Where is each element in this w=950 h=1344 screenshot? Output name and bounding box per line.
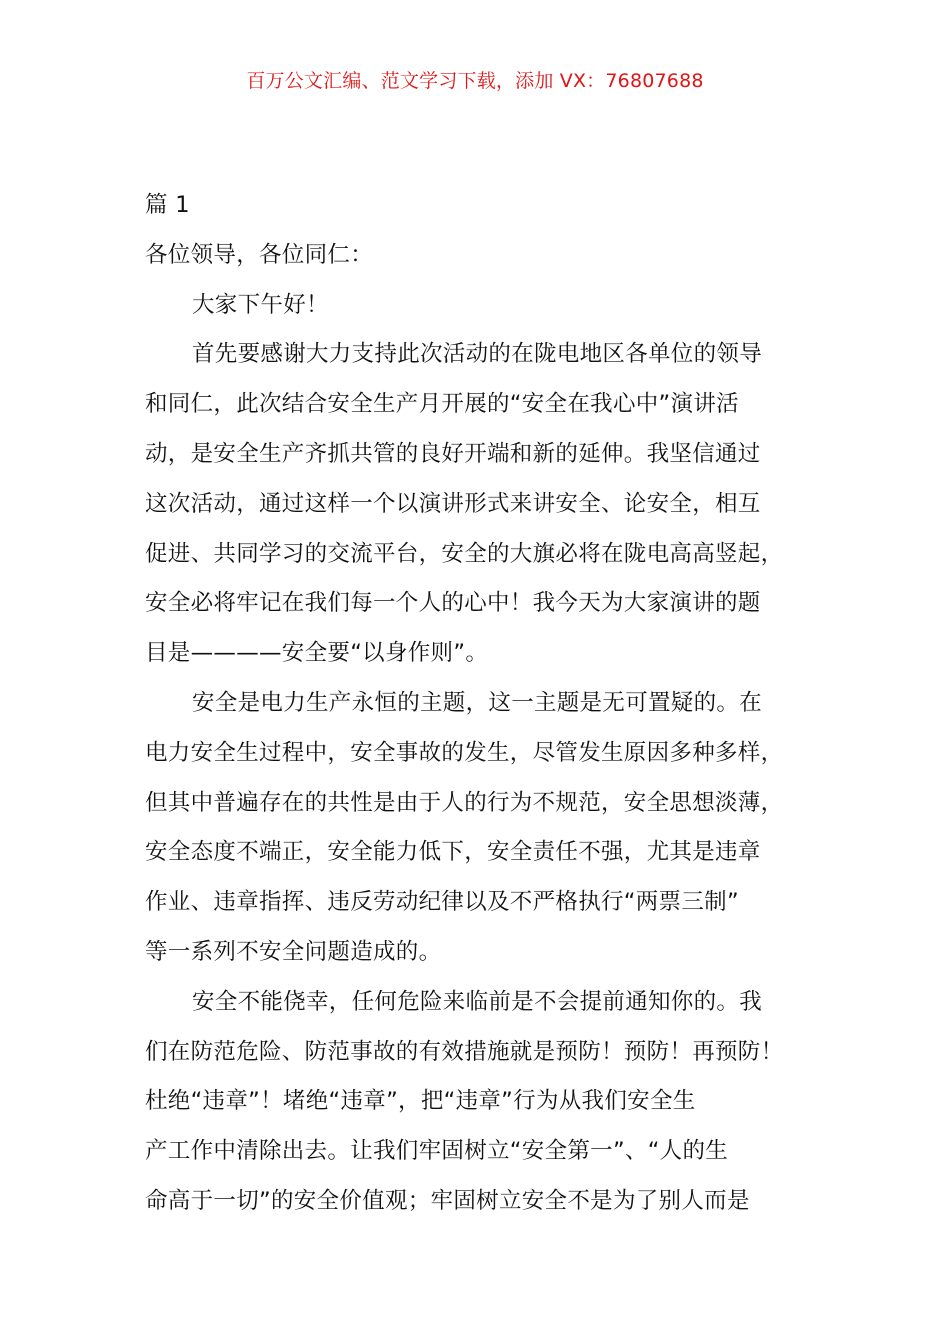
text-line: 动，是安全生产齐抓共管的良好开端和新的延伸。我坚信通过 xyxy=(145,440,761,467)
salutation: 各位领导，各位同仁： xyxy=(145,241,374,268)
text-line: 这次活动，通过这样一个以演讲形式来讲安全、论安全，相互 xyxy=(145,490,761,517)
text-line: 等一系列不安全问题造成的。 xyxy=(145,938,442,965)
text-line: 电力安全生过程中，安全事故的发生，尽管发生原因多种多样， xyxy=(145,739,784,766)
text-line: 安全是电力生产永恒的主题，这一主题是无可置疑的。在 xyxy=(192,689,763,716)
section-heading: 篇 1 xyxy=(145,192,190,218)
text-line: 命高于一切”的安全价值观；牢固树立安全不是为了别人而是 xyxy=(145,1187,750,1214)
text-line: 安全不能侥幸，任何危险来临前是不会提前通知你的。我 xyxy=(192,988,763,1015)
greeting: 大家下午好！ xyxy=(192,291,329,318)
text-line: 作业、违章指挥、违反劳动纪律以及不严格执行“两票三制” xyxy=(145,889,739,916)
text-line: 杜绝“违章”！堵绝“违章”，把“违章”行为从我们安全生 xyxy=(145,1088,696,1115)
header-watermark: 百万公文汇编、范文学习下载，添加 VX：76807688 xyxy=(246,70,704,92)
text-line: 安全必将牢记在我们每一个人的心中！我今天为大家演讲的题 xyxy=(145,590,761,617)
text-line: 促进、共同学习的交流平台，安全的大旗必将在陇电高高竖起， xyxy=(145,540,784,567)
text-line: 目是————安全要“以身作则”。 xyxy=(145,640,489,667)
text-line: 首先要感谢大力支持此次活动的在陇电地区各单位的领导 xyxy=(192,341,763,368)
text-line: 们在防范危险、防范事故的有效措施就是预防！预防！再预防！ xyxy=(145,1038,784,1065)
document-body xyxy=(145,181,835,1227)
text-line: 和同仁，此次结合安全生产月开展的“安全在我心中”演讲活 xyxy=(145,391,739,418)
text-line: 安全态度不端正，安全能力低下，安全责任不强，尤其是违章 xyxy=(145,839,761,866)
text-line: 但其中普遍存在的共性是由于人的行为不规范，安全思想淡薄， xyxy=(145,789,784,816)
text-line: 产工作中清除出去。让我们牢固树立“安全第一”、“人的生 xyxy=(145,1138,729,1165)
